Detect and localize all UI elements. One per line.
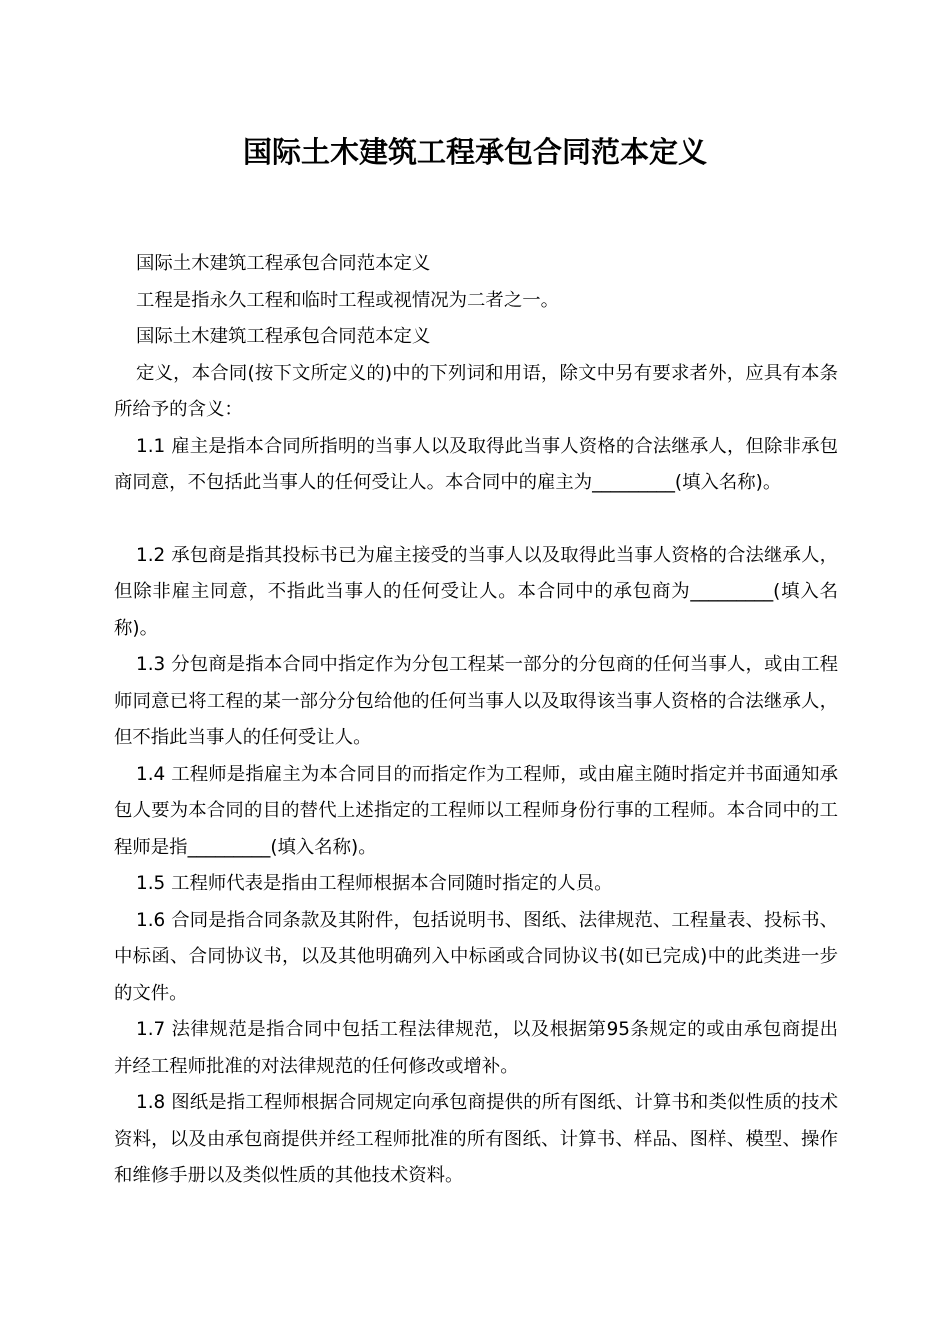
paragraph-heading-repeat: 国际土木建筑工程承包合同范本定义 xyxy=(136,253,431,274)
document-title: 国际土木建筑工程承包合同范本定义 xyxy=(242,135,707,169)
clause-1-1-employer: 1.1 雇主是指本合同所指明的当事人以及取得此当事人资格的合法继承人，但除非承包商同意，不包括此当事人的任何受让人。本合同中的雇主为_________(填入名称)。 xyxy=(114,435,838,493)
paragraph-definitions-intro: 定义，本合同(按下文所定义的)中的下列词和用语，除文中另有要求者外，应具有本条所给予的含义： xyxy=(114,362,838,420)
clause-1-6-contract: 1.6 合同是指合同条款及其附件，包括说明书、图纸、法律规范、工程量表、投标书、中标函、合同协议书，以及其他明确列入中标函或合同协议书(如已完成)中的此类进一步的文件。 xyxy=(114,909,838,1004)
paragraph-heading-repeat-2: 国际土木建筑工程承包合同范本定义 xyxy=(136,326,431,347)
clause-1-3-subcontractor: 1.3 分包商是指本合同中指定作为分包工程某一部分的分包商的任何当事人，或由工程师同意已将工程的某一部分分包给他的任何当事人以及取得该当事人资格的合法继承人，但不指此当事人的任何受让人。 xyxy=(114,654,838,748)
clause-1-2-contractor: 1.2 承包商是指其投标书已为雇主接受的当事人以及取得此当事人资格的合法继承人，但除非雇主同意，不指此当事人的任何受让人。本合同中的承包商为_________(填入名称)。 xyxy=(114,544,838,639)
clause-1-7-legal-norms: 1.7 法律规范是指合同中包括工程法律规范，以及根据第95条规定的或由承包商提出并经工程师批准的对法律规范的任何修改或增补。 xyxy=(114,1019,838,1077)
document-body xyxy=(114,246,838,1195)
paragraph-project-definition: 工程是指永久工程和临时工程或视情况为二者之一。 xyxy=(136,289,559,311)
clause-1-8-drawings: 1.8 图纸是指工程师根据合同规定向承包商提供的所有图纸、计算书和类似性质的技术资料，以及由承包商提供并经工程师批准的所有图纸、计算书、样品、图样、模型、操作和维修手册以及类似性质的其他技术资料。 xyxy=(114,1092,838,1186)
clause-1-4-engineer: 1.4 工程师是指雇主为本合同目的而指定作为工程师，或由雇主随时指定并书面通知承包人要为本合同的目的替代上述指定的工程师以工程师身份行事的工程师。本合同中的工程师是指_________(填入名称)。 xyxy=(114,763,838,858)
blank-line xyxy=(114,502,838,538)
clause-1-5-engineer-representative: 1.5 工程师代表是指由工程师根据本合同随时指定的人员。 xyxy=(136,873,613,894)
